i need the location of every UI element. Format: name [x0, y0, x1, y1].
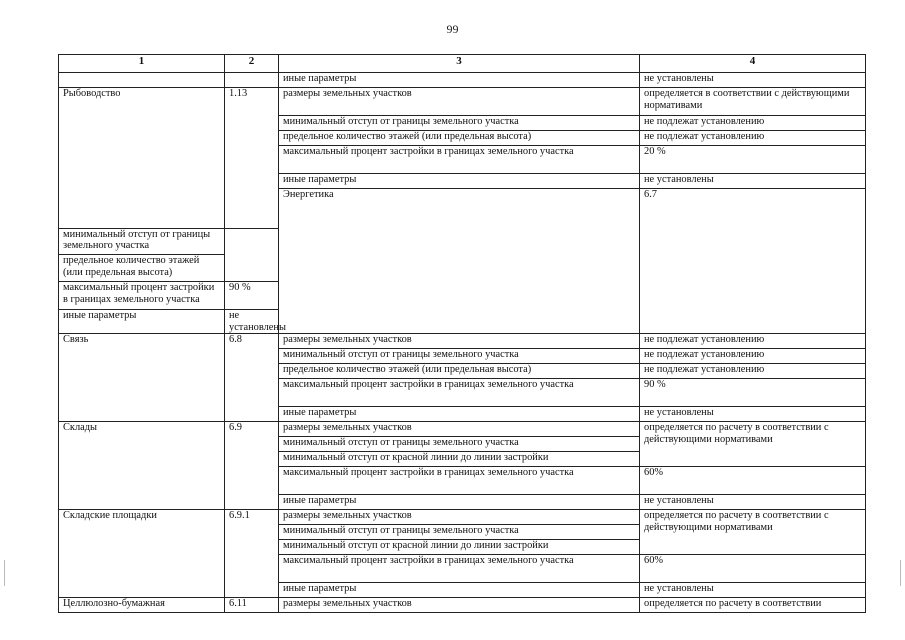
value-cell: не подлежат установлению: [640, 349, 866, 364]
merged-value-cell: определяется по расчету в соответствии с действующими нормативами: [640, 510, 866, 555]
value-cell: не подлежат установлению: [640, 364, 866, 379]
param-cell: предельное количество этажей (или предельная высота): [279, 364, 640, 379]
value-cell: не установлены: [640, 174, 866, 189]
value-cell: не установлены: [640, 73, 866, 88]
table-row: [59, 334, 866, 349]
value-cell: 60%: [640, 555, 866, 583]
param-cell: иные параметры: [279, 407, 640, 422]
param-cell: минимальный отступ от красной линии до линии застройки: [279, 540, 640, 555]
table-row: [59, 510, 866, 525]
value-cell: не подлежат установлению: [640, 334, 866, 349]
value-cell: 90 %: [640, 379, 866, 407]
value-cell: не подлежат установлению: [640, 131, 866, 146]
param-cell: иные параметры: [279, 583, 640, 598]
use-code-cell: [225, 73, 279, 88]
use-name-cell: Рыбоводство: [59, 88, 225, 229]
value-cell: определяется в соответствии с действующими нормативами: [640, 88, 866, 116]
value-cell: 60%: [640, 467, 866, 495]
value-cell: 90 %: [225, 282, 279, 310]
use-name-cell: [59, 73, 225, 88]
param-cell: минимальный отступ от границы земельного участка: [279, 116, 640, 131]
param-cell: максимальный процент застройки в границах земельного участка: [279, 146, 640, 174]
param-cell: минимальный отступ от красной линии до линии застройки: [279, 452, 640, 467]
left-scan-mark: [4, 560, 5, 586]
merged-value-cell: определяется по расчету в соответствии с действующими нормативами: [640, 422, 866, 467]
page-number: 99: [446, 22, 459, 36]
param-cell: размеры земельных участков: [279, 510, 640, 525]
value-cell: не установлены: [640, 583, 866, 598]
param-cell: иные параметры: [279, 495, 640, 510]
regulations-table: [58, 54, 866, 613]
table-row: [59, 598, 866, 613]
use-code-cell: 6.11: [225, 598, 279, 613]
param-cell: максимальный процент застройки в границах земельного участка: [279, 467, 640, 495]
param-cell: максимальный процент застройки в границах земельного участка: [59, 282, 225, 310]
use-code-cell: 6.9.1: [225, 510, 279, 598]
table-row: [59, 422, 866, 437]
param-cell: размеры земельных участков: [279, 88, 640, 116]
header-col-2: 2: [225, 55, 279, 73]
param-cell: максимальный процент застройки в границах земельного участка: [279, 555, 640, 583]
table-row: [59, 88, 866, 116]
table-row: [59, 73, 866, 88]
use-name-cell: Целлюлозно-бумажная: [59, 598, 225, 613]
value-cell: не установлены: [225, 310, 279, 334]
value-cell: не подлежат установлению: [640, 116, 866, 131]
param-cell: максимальный процент застройки в границах земельного участка: [279, 379, 640, 407]
use-name-cell: Склады: [59, 422, 225, 510]
use-name-cell: Энергетика: [279, 189, 640, 334]
param-cell: иные параметры: [59, 310, 225, 334]
param-cell: иные параметры: [279, 174, 640, 189]
value-cell: не установлены: [640, 407, 866, 422]
table-header-row: [59, 55, 866, 73]
param-cell: минимальный отступ от границы земельного участка: [279, 437, 640, 452]
use-code-cell: 6.9: [225, 422, 279, 510]
param-cell: размеры земельных участков: [279, 422, 640, 437]
use-name-cell: Складские площадки: [59, 510, 225, 598]
use-code-cell: 6.8: [225, 334, 279, 422]
header-col-3: 3: [279, 55, 640, 73]
param-cell: минимальный отступ от границы земельного участка: [59, 228, 225, 255]
param-cell: минимальный отступ от границы земельного участка: [279, 525, 640, 540]
use-name-cell: Связь: [59, 334, 225, 422]
param-cell: минимальный отступ от границы земельного участка: [279, 349, 640, 364]
param-cell: предельное количество этажей (или предельная высота): [279, 131, 640, 146]
use-code-cell: 6.7: [640, 189, 866, 334]
param-cell: иные параметры: [279, 73, 640, 88]
param-cell: предельное количество этажей (или предельная высота): [59, 255, 225, 282]
value-cell: 20 %: [640, 146, 866, 174]
param-cell: размеры земельных участков: [279, 334, 640, 349]
param-cell: размеры земельных участков: [279, 598, 640, 613]
header-col-4: 4: [640, 55, 866, 73]
header-col-1: 1: [59, 55, 225, 73]
value-cell: не установлены: [640, 495, 866, 510]
right-scan-mark: [900, 560, 901, 586]
value-cell: определяется по расчету в соответствии: [640, 598, 866, 613]
use-code-cell: 1.13: [225, 88, 279, 229]
